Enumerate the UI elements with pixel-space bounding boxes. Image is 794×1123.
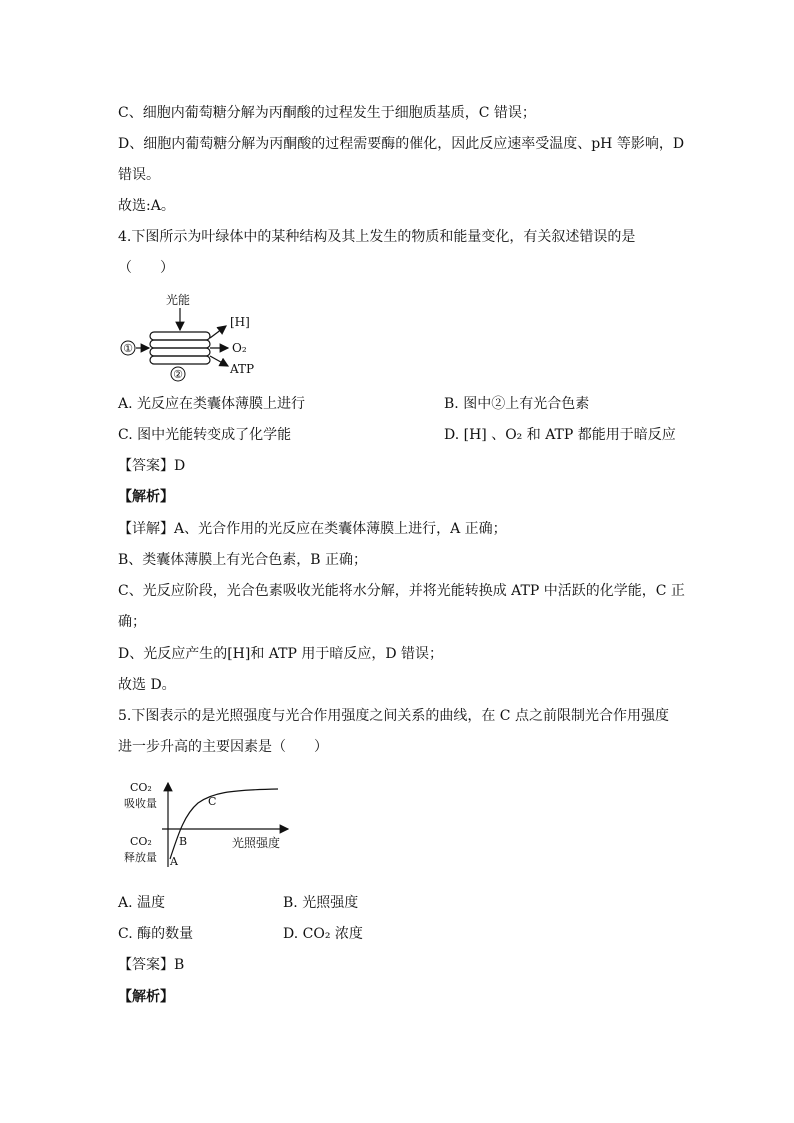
intro-line-1: C、细胞内葡萄糖分解为丙酮酸的过程发生于细胞质基质，C 错误； — [118, 105, 536, 121]
q5-option-c: C. 酶的数量 — [118, 926, 194, 942]
q4-analysis-heading: 【解析】 — [118, 489, 174, 505]
q4-option-d: D. [H] 、O₂ 和 ATP 都能用于暗反应 — [444, 427, 676, 443]
y-bottom-label-1: CO₂ — [130, 835, 152, 848]
q5-option-d: D. CO₂ 浓度 — [283, 926, 363, 942]
q4-detail-6: 故选 D。 — [118, 677, 176, 693]
q5-stem-2: 进一步升高的主要因素是（ ） — [118, 739, 328, 755]
intro-line-4: 故选:A。 — [118, 198, 175, 214]
q4-option-b: B. 图中②上有光合色素 — [444, 396, 590, 412]
q5-option-b: B. 光照强度 — [283, 895, 359, 911]
point-b-label: B — [179, 835, 188, 848]
light-energy-label: 光能 — [166, 293, 191, 307]
light-curve-figure — [118, 775, 298, 871]
q4-detail-1: 【详解】A、光合作用的光反应在类囊体薄膜上进行，A 正确； — [118, 521, 507, 537]
y-top-label-1: CO₂ — [130, 781, 152, 794]
q4-detail-2: B、类囊体薄膜上有光合色素，B 正确； — [118, 552, 368, 568]
q4-detail-3: C、光反应阶段，光合色素吸收光能将水分解，并将光能转换成 ATP 中活跃的化学能，C 正 — [118, 583, 685, 599]
q5-analysis-heading: 【解析】 — [118, 989, 174, 1005]
svg-text:②: ② — [173, 368, 183, 381]
q4-answer: 【答案】D — [118, 458, 186, 474]
q5-stem-1: 5.下图表示的是光照强度与光合作用强度之间关系的曲线，在 C 点之前限制光合作用强度 — [118, 708, 669, 724]
q4-detail-5: D、光反应产生的[H]和 ATP 用于暗反应，D 错误； — [118, 646, 444, 662]
h-label: [H] — [230, 315, 250, 329]
o2-label: O₂ — [232, 341, 247, 355]
x-axis-label: 光照强度 — [232, 836, 281, 850]
q4-stem-1: 4.下图所示为叶绿体中的某种结构及其上发生的物质和能量变化，有关叙述错误的是 — [118, 229, 636, 245]
intro-line-2: D、细胞内葡萄糖分解为丙酮酸的过程需要酶的催化，因此反应速率受温度、pH 等影响，D — [118, 136, 685, 152]
q5-answer: 【答案】B — [118, 957, 185, 973]
q4-detail-4: 确； — [118, 614, 146, 630]
point-c-label: C — [208, 795, 217, 808]
y-bottom-label-2: 释放量 — [124, 851, 157, 864]
thylakoid-figure — [118, 288, 278, 384]
atp-label: ATP — [230, 362, 255, 376]
q4-stem-2: （ ） — [118, 260, 174, 276]
point-a-label: A — [170, 855, 178, 868]
q4-option-c: C. 图中光能转变成了化学能 — [118, 427, 292, 443]
q5-option-a: A. 温度 — [118, 895, 166, 911]
intro-line-3: 错误。 — [118, 167, 160, 183]
y-top-label-2: 吸收量 — [124, 797, 157, 810]
svg-text:①: ① — [123, 342, 133, 355]
q4-option-a: A. 光反应在类囊体薄膜上进行 — [118, 396, 306, 412]
